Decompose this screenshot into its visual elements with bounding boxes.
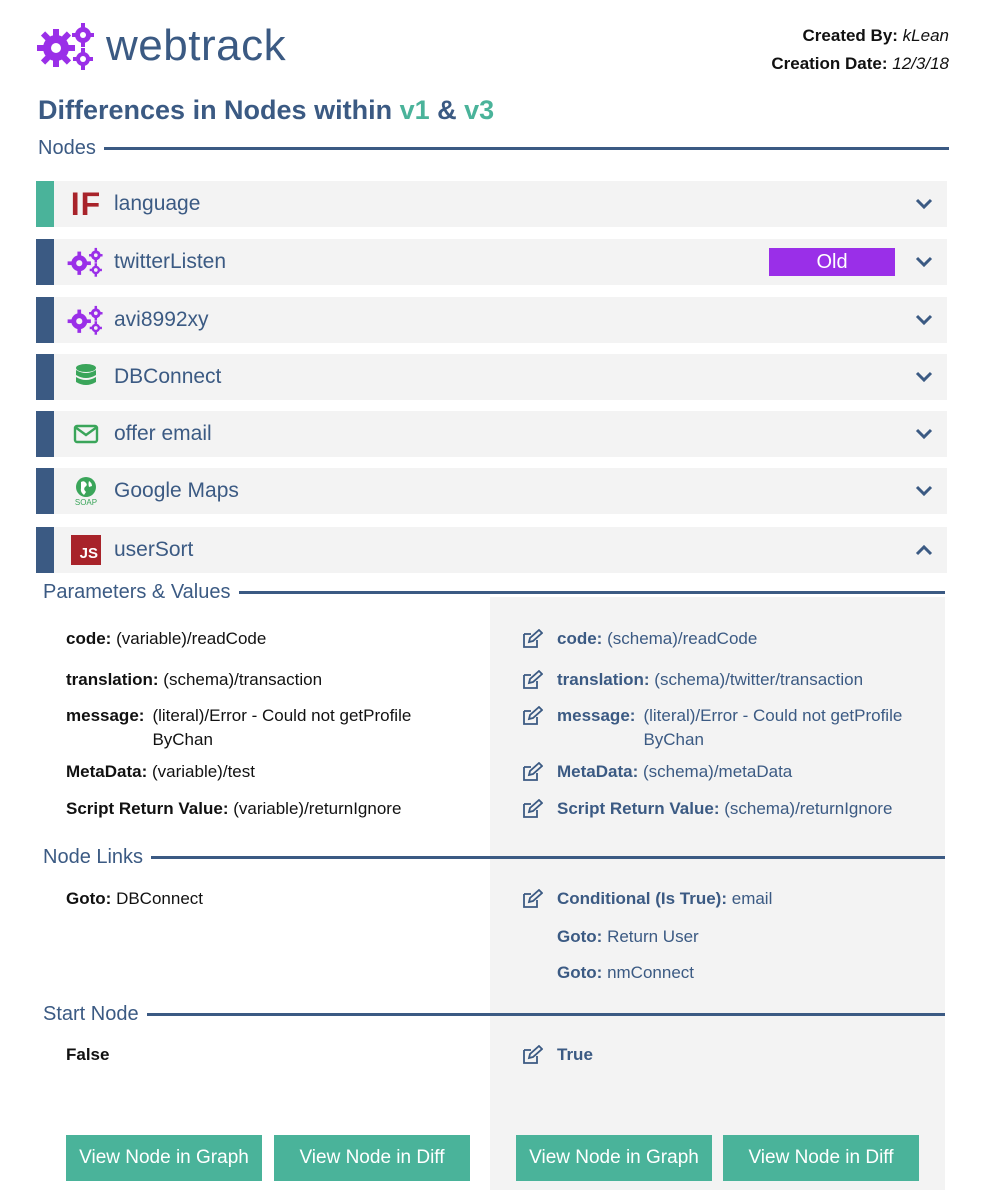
node-row-usersort[interactable] xyxy=(36,527,947,573)
creation-date-value: 12/3/18 xyxy=(892,54,949,73)
edit-icon[interactable] xyxy=(521,762,543,782)
link-key: Goto: xyxy=(66,889,112,908)
document-meta xyxy=(771,22,949,78)
node-status-bar xyxy=(36,527,54,573)
version-b: v3 xyxy=(464,95,495,125)
node-status-bar xyxy=(36,354,54,400)
envelope-icon xyxy=(64,424,108,444)
param-key: MetaData: xyxy=(66,762,148,781)
status-badge: Old xyxy=(769,248,895,276)
link-value: email xyxy=(731,889,773,908)
node-label: avi8992xy xyxy=(114,308,209,331)
link-row-left xyxy=(66,887,203,911)
version-a: v1 xyxy=(399,95,430,125)
start-section-title: Start Node xyxy=(43,1003,139,1025)
link-row-right xyxy=(557,925,699,949)
node-row-dbconnect[interactable] xyxy=(36,354,947,400)
nodes-section-header xyxy=(38,137,949,160)
view-node-in-diff-button-left[interactable]: View Node in Diff xyxy=(274,1135,470,1181)
created-by-label: Created By: xyxy=(802,26,898,45)
links-section-header xyxy=(43,846,945,869)
view-node-in-diff-button-right[interactable]: View Node in Diff xyxy=(723,1135,919,1181)
param-key: message: xyxy=(66,706,145,725)
param-row-left xyxy=(66,797,401,821)
param-value: (variable)/readCode xyxy=(116,629,267,648)
section-rule xyxy=(239,591,946,594)
param-key: message: xyxy=(557,706,636,725)
param-key: Script Return Value: xyxy=(66,799,229,818)
param-value: (literal)/Error - Could not getProfile xyxy=(643,706,903,725)
edit-icon[interactable] xyxy=(521,889,543,909)
page-title xyxy=(38,95,494,126)
chevron-down-icon[interactable] xyxy=(909,476,939,506)
node-status-bar xyxy=(36,411,54,457)
node-label: offer email xyxy=(114,422,212,445)
param-row-right xyxy=(557,760,792,784)
node-row-offer-email[interactable] xyxy=(36,411,947,457)
param-value: (schema)/transaction xyxy=(163,670,323,689)
link-key: Goto: xyxy=(557,927,603,946)
chevron-down-icon[interactable] xyxy=(909,305,939,335)
node-status-bar xyxy=(36,297,54,343)
param-value: (schema)/readCode xyxy=(607,629,758,648)
param-value: (schema)/twitter/transaction xyxy=(654,670,864,689)
soap-label: SOAP xyxy=(74,497,98,507)
edit-icon[interactable] xyxy=(521,629,543,649)
section-rule xyxy=(147,1013,945,1016)
database-icon xyxy=(64,364,108,390)
start-value: False xyxy=(66,1045,110,1064)
link-value: Return User xyxy=(607,927,699,946)
link-key: Conditional (Is True): xyxy=(557,889,727,908)
view-node-in-graph-button-left[interactable]: View Node in Graph xyxy=(66,1135,262,1181)
param-key: translation: xyxy=(66,670,159,689)
node-row-twitterlisten[interactable] xyxy=(36,239,947,285)
node-status-bar xyxy=(36,181,54,227)
param-row-left xyxy=(66,627,266,651)
chevron-down-icon[interactable] xyxy=(909,362,939,392)
link-row-right xyxy=(557,961,694,985)
title-amp: & xyxy=(437,95,457,125)
view-node-in-graph-button-right[interactable]: View Node in Graph xyxy=(516,1135,712,1181)
app-logo xyxy=(36,22,286,70)
param-key: code: xyxy=(66,629,112,648)
param-value: (schema)/metaData xyxy=(642,762,793,781)
node-label: Google Maps xyxy=(114,479,239,502)
param-row-right xyxy=(557,797,892,821)
param-row-right xyxy=(557,668,863,692)
params-section-title: Parameters & Values xyxy=(43,581,231,603)
start-value-right xyxy=(557,1043,593,1067)
link-value: nmConnect xyxy=(607,963,694,982)
soap-globe-icon xyxy=(64,476,108,507)
node-label: userSort xyxy=(114,538,194,561)
param-value: (variable)/test xyxy=(151,762,255,781)
js-icon xyxy=(64,535,108,565)
start-value-left xyxy=(66,1043,109,1067)
links-section-title: Node Links xyxy=(43,846,144,868)
start-section-header xyxy=(43,1003,945,1026)
gears-icon xyxy=(36,22,98,70)
param-row-right xyxy=(557,704,902,752)
app-name: webtrack xyxy=(106,21,287,70)
param-row-right xyxy=(557,627,757,651)
gears-icon xyxy=(64,305,108,335)
edit-icon[interactable] xyxy=(521,706,543,726)
node-status-bar xyxy=(36,239,54,285)
edit-icon[interactable] xyxy=(521,1045,543,1065)
param-key: Script Return Value: xyxy=(557,799,720,818)
param-row-left xyxy=(66,704,411,752)
node-status-bar xyxy=(36,468,54,514)
if-icon-text: IF xyxy=(70,185,102,222)
link-row-right xyxy=(557,887,772,911)
section-rule xyxy=(151,856,945,859)
created-by-value: kLean xyxy=(902,26,949,45)
param-value-cont: ByChan xyxy=(152,730,213,749)
start-value: True xyxy=(557,1045,593,1064)
gears-icon xyxy=(64,247,108,277)
param-value: (literal)/Error - Could not getProfile xyxy=(152,706,412,725)
param-value: (variable)/returnIgnore xyxy=(233,799,402,818)
creation-date-label: Creation Date: xyxy=(771,54,888,73)
chevron-down-icon[interactable] xyxy=(909,189,939,219)
section-rule xyxy=(104,147,949,150)
link-value: DBConnect xyxy=(116,889,203,908)
node-row-language[interactable] xyxy=(36,181,947,227)
node-row-avi8992xy[interactable] xyxy=(36,297,947,343)
node-label: language xyxy=(114,192,201,215)
node-label: twitterListen xyxy=(114,250,227,273)
param-row-left xyxy=(66,760,255,784)
js-icon-text: JS xyxy=(71,535,101,565)
edit-icon[interactable] xyxy=(521,799,543,819)
param-row-left xyxy=(66,668,322,692)
link-key: Goto: xyxy=(557,963,603,982)
node-row-google-maps[interactable] xyxy=(36,468,947,514)
chevron-down-icon[interactable] xyxy=(909,247,939,277)
param-value: (schema)/returnIgnore xyxy=(724,799,893,818)
if-icon xyxy=(64,186,108,223)
chevron-down-icon[interactable] xyxy=(909,419,939,449)
param-key: code: xyxy=(557,629,603,648)
node-label: DBConnect xyxy=(114,365,222,388)
param-key: translation: xyxy=(557,670,650,689)
param-value-cont: ByChan xyxy=(643,730,704,749)
nodes-section-title: Nodes xyxy=(38,137,96,159)
params-section-header xyxy=(43,581,945,604)
edit-icon[interactable] xyxy=(521,670,543,690)
chevron-up-icon[interactable] xyxy=(909,535,939,565)
title-prefix: Differences in Nodes within xyxy=(38,95,393,125)
param-key: MetaData: xyxy=(557,762,639,781)
